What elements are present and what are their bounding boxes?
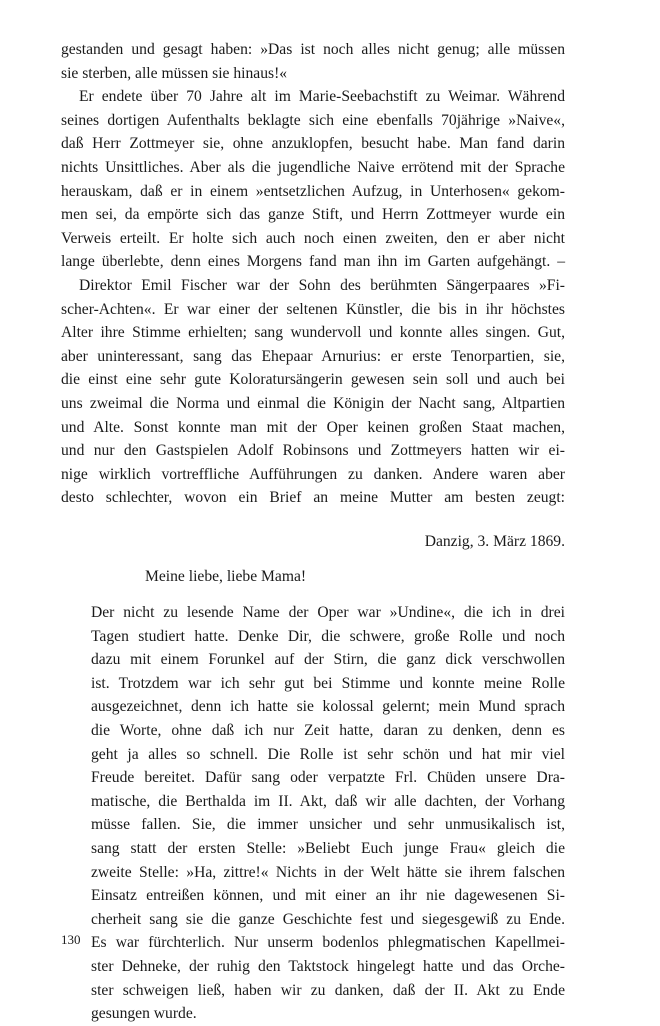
letter-line: cherheit sang sie die ganze Geschichte fest und siegesgewiß zu Ende. (91, 910, 565, 928)
text-line: und nur den Gastspielen Adolf Robinsons und Zottmeyers hatten wir ei- (61, 442, 565, 460)
letter-line: Es war fürchterlich. Nur unserm bodenlos phlegmatischen Kapellmei- (91, 934, 565, 952)
letter-line: ausgezeichnet, denn ich hatte sie kolossal gelernt; mein Mund sprach (91, 698, 565, 716)
letter-body (61, 601, 565, 1026)
letter-line: Freude bereitet. Dafür sang oder verpatzte Frl. Chüden unsere Dra- (91, 769, 565, 787)
text-line: seines dortigen Aufenthalts beklagte sich eine ebenfalls 70jährige »Naive«, (61, 111, 565, 129)
page-number: 130 (61, 932, 81, 947)
letter-line: ist. Trotzdem war ich sehr gut bei Stimme und konnte meine Rolle (91, 674, 565, 692)
text-line: Direktor Emil Fischer war der Sohn des berühmten Sängerpaares »Fi- (79, 276, 565, 294)
letter-line: matische, die Berthalda im II. Akt, daß wir alle dachten, der Vorhang (91, 792, 565, 810)
letter-line: ster schweigen ließ, haben wir zu danken, daß der II. Akt zu Ende (91, 981, 565, 999)
text-line: lange überlebte, denn eines Morgens fand man ihn im Garten aufgehängt. – (61, 253, 565, 271)
text-line: herauskam, daß er in einem »entsetzlichen Aufzug, in Unterhosen« gekom- (61, 182, 565, 200)
letter-line: Der nicht zu lesende Name der Oper war »Undine«, die ich in drei (91, 604, 565, 622)
body-text (61, 38, 565, 510)
text-line: Verweis erteilt. Er holte sich auch noch einen zweiten, den er aber nicht (61, 229, 565, 247)
letter-line: ster Dehneke, der ruhig den Taktstock hingelegt hatte und das Orche- (91, 957, 565, 975)
letter-salutation: Meine liebe, liebe Mama! (145, 568, 307, 586)
letter-line: Tagen studiert hatte. Denke Dir, die schwere, große Rolle und noch (91, 627, 565, 645)
text-line: scher-Achten«. Er war einer der seltenen Künstler, die bis in ihr höchstes (61, 300, 565, 318)
text-line: desto schlechter, wovon ein Brief an meine Mutter am besten zeugt: (61, 489, 565, 507)
letter-line: die Worte, ohne daß ich nur Zeit hatte, daran zu denken, denn es (91, 722, 565, 740)
text-line: aber uninteressant, sang das Ehepaar Arnurius: er erste Tenorpartien, sie, (61, 347, 565, 365)
text-line: nichts Unsittliches. Aber als die jugendliche Naive errötend mit der Sprache (61, 158, 565, 176)
text-line: men sei, da empörte sich das ganze Stift, und Herrn Zottmeyer wurde ein (61, 206, 565, 224)
text-line: nige wirklich vortreffliche Aufführungen zu danken. Andere waren aber (61, 465, 565, 483)
letter-line: sang statt der ersten Stelle: »Beliebt Euch junge Frau« gleich die (91, 840, 565, 857)
book-page (61, 38, 565, 1026)
text-line: Alter ihre Stimme erhielten; sang wundervoll und konnte alles singen. Gut, (61, 324, 565, 342)
text-line: Er endete über 70 Jahre alt im Marie-Seebachstift zu Weimar. Während (79, 88, 565, 106)
text-line: gestanden und gesagt haben: »Das ist noch alles nicht genug; alle müssen (61, 41, 565, 58)
text-line: und Alte. Sonst konnte man mit der Oper keinen großen Staat machen, (61, 418, 565, 436)
text-line: sie sterben, alle müssen sie hinaus!« (61, 64, 288, 82)
text-line: die einst eine sehr gute Koloratursängerin gewesen sein soll und auch bei (61, 371, 565, 389)
text-line: daß Herr Zottmeyer sie, ohne anzuklopfen, besucht habe. Man fand darin (61, 135, 565, 153)
letter-line: zweite Stelle: »Ha, zittre!« Nichts in der Welt hätte sie ihrem falschen (91, 863, 565, 881)
letter-line: müsse fallen. Sie, die immer unsicher und sehr unmusikalisch ist, (91, 816, 565, 834)
text-line: uns zweimal die Norma und einmal die Königin der Nacht sang, Altpartien (61, 394, 565, 412)
letter-date: Danzig, 3. März 1869. (424, 532, 565, 550)
letter-line: Einsatz entreißen können, und mit einer an ihr nie dagewesenen Si- (91, 887, 565, 905)
letter-line: gesungen wurde. (91, 1005, 197, 1023)
letter-line: geht ja alles so schnell. Die Rolle ist sehr schön und hat mir viel (91, 745, 565, 763)
letter-line: dazu mit einem Forunkel auf der Stirn, die ganz dick verschwollen (91, 651, 565, 669)
